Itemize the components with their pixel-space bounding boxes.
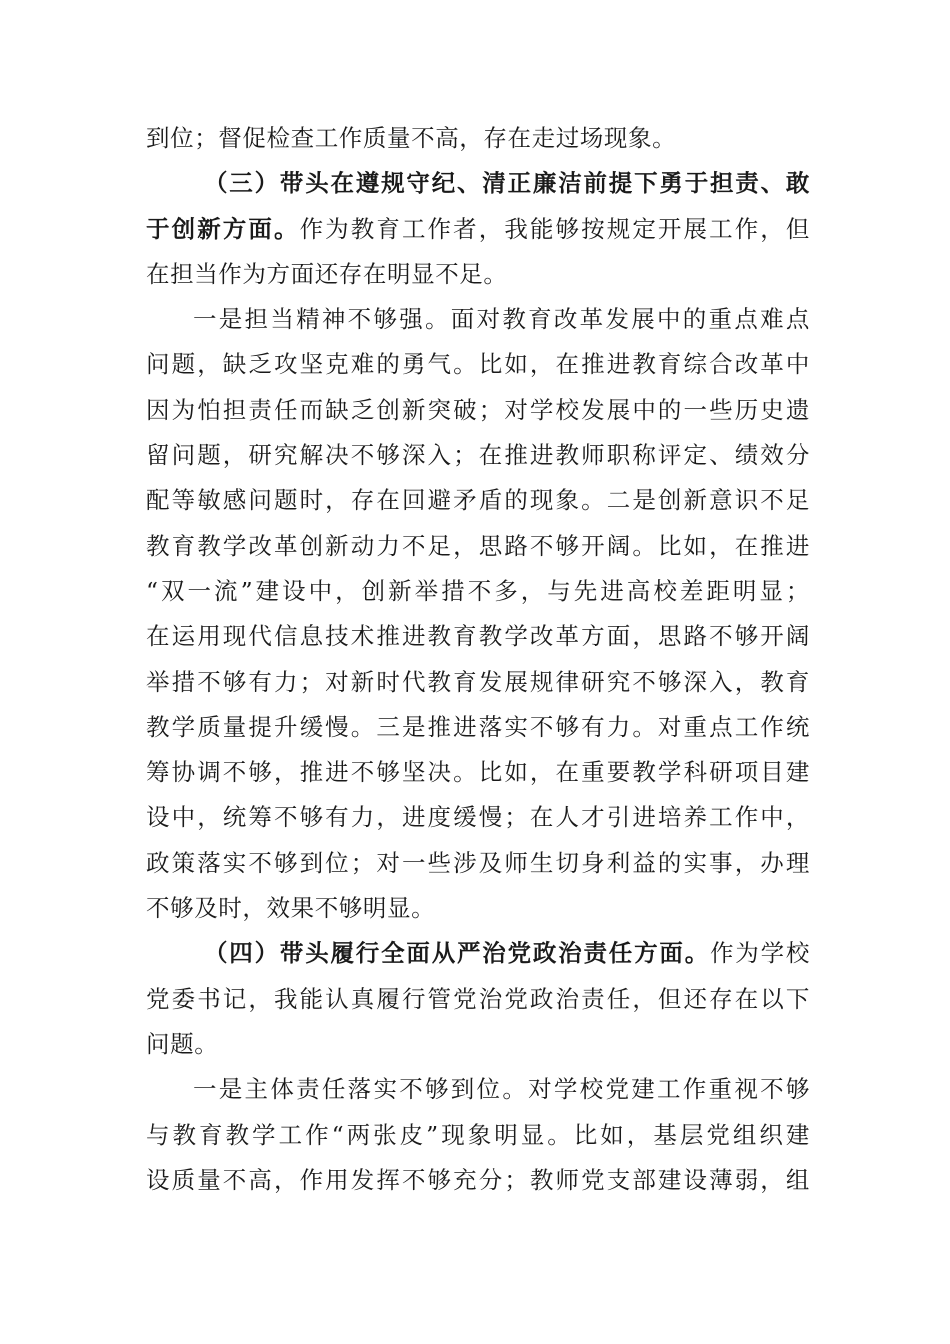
text-line-5: 一是担当精神不够强。面对教育改革发展中的重点难点 xyxy=(193,305,810,334)
document-page xyxy=(146,116,810,1203)
text-line-6: 问题，缺乏攻坚克难的勇气。比如，在推进教育综合改革中 xyxy=(146,350,810,379)
text-line-7: 因为怕担责任而缺乏创新突破；对学校发展中的一些历史遗 xyxy=(146,395,810,424)
text-line-9: 配等敏感问题时，存在回避矛盾的现象。二是创新意识不足 xyxy=(146,486,810,515)
text-line-18: 不够及时，效果不够明显。 xyxy=(146,894,436,923)
text-line-12: 在运用现代信息技术推进教育教学改革方面，思路不够开阔 xyxy=(146,622,810,651)
text-line-3: 于创新方面。作为教育工作者，我能够按规定开展工作，但 xyxy=(146,214,810,243)
text-line-23: 与教育教学工作“两张皮”现象明显。比如，基层党组织建 xyxy=(146,1120,810,1149)
section-3-heading: （三）带头在遵规守纪、清正廉洁前提下勇于担责、敢 xyxy=(204,169,810,198)
text-line-20: 党委书记，我能认真履行管党治党政治责任，但还存在以下 xyxy=(146,984,810,1013)
text-line-17: 政策落实不够到位；对一些涉及师生切身利益的实事，办理 xyxy=(146,848,810,877)
text-line-8: 留问题，研究解决不够深入；在推进教师职称评定、绩效分 xyxy=(146,441,810,470)
section-3-heading-end: 于创新方面。 xyxy=(146,214,300,243)
text-line-14: 教学质量提升缓慢。三是推进落实不够有力。对重点工作统 xyxy=(146,712,810,741)
text-line-4: 在担当作为方面还存在明显不足。 xyxy=(146,259,508,288)
section-4-heading: （四）带头履行全面从严治党政治责任方面。 xyxy=(204,939,710,968)
text-line-21: 问题。 xyxy=(146,1029,219,1058)
text-line-11: “双一流”建设中，创新举措不多，与先进高校差距明显； xyxy=(146,576,810,605)
text-line-1: 到位；督促检查工作质量不高，存在走过场现象。 xyxy=(146,124,677,152)
heading-line-section-3 xyxy=(146,161,810,206)
text-line-16: 设中，统筹不够有力，进度缓慢；在人才引进培养工作中， xyxy=(146,803,810,832)
text-line-24: 设质量不高，作用发挥不够充分；教师党支部建设薄弱，组 xyxy=(146,1165,810,1194)
text-line-22: 一是主体责任落实不够到位。对学校党建工作重视不够 xyxy=(193,1075,810,1104)
text-line-13: 举措不够有力；对新时代教育发展规律研究不够深入，教育 xyxy=(146,667,810,696)
heading-line-section-4: （四）带头履行全面从严治党政治责任方面。作为学校 xyxy=(204,939,810,968)
text-line-15: 筹协调不够，推进不够坚决。比如，在重要教学科研项目建 xyxy=(146,758,810,787)
text-line-10: 教育教学改革创新动力不足，思路不够开阔。比如，在推进 xyxy=(146,531,810,560)
